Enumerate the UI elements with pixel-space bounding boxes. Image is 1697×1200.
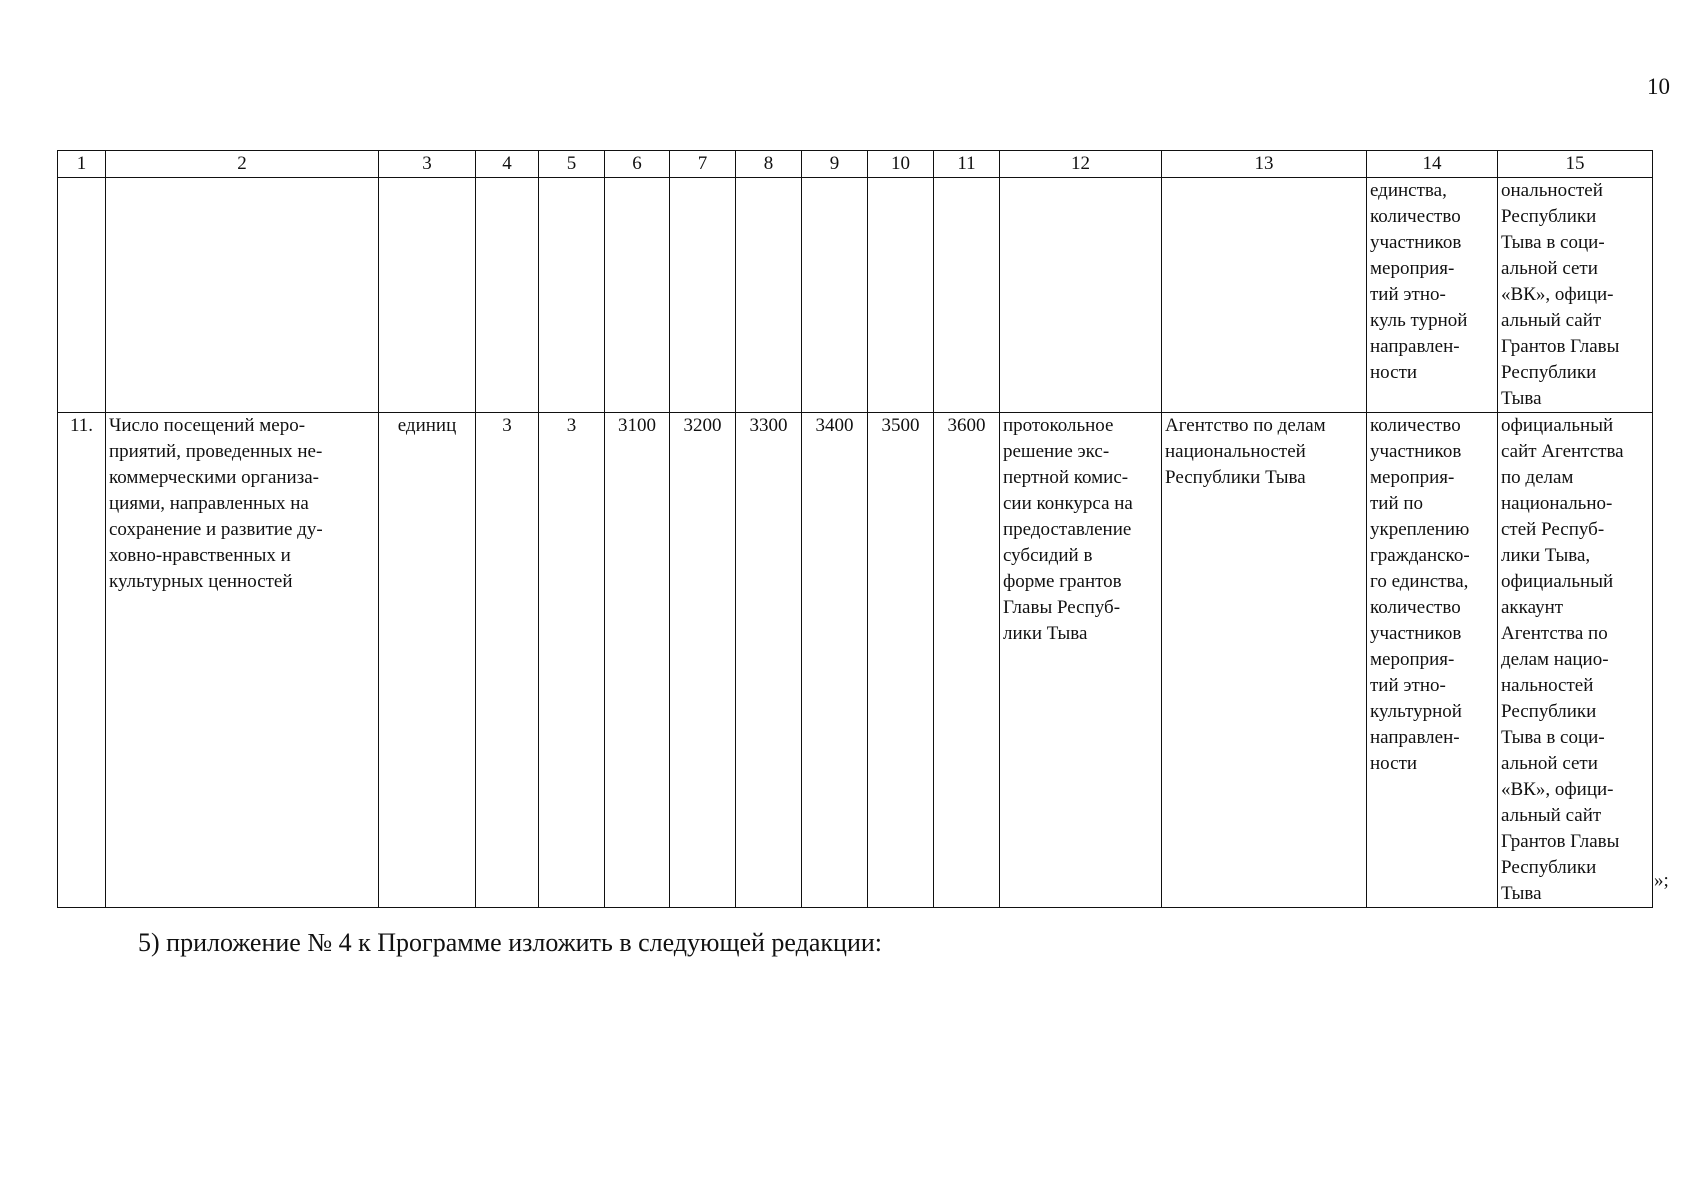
cell-line: участников [1370, 232, 1462, 253]
cell-line: Республики [1501, 857, 1597, 878]
cell-line: альной сети [1501, 258, 1598, 279]
table-header-row [58, 151, 1653, 178]
column-header: 14 [1367, 151, 1498, 178]
table-cell [1162, 178, 1367, 413]
cell-line: культурной [1370, 701, 1462, 722]
cell-line: участников [1370, 441, 1462, 462]
cell-line: направлен- [1370, 727, 1460, 748]
value-cell-7: 3200 [670, 413, 736, 908]
column-header: 1 [58, 151, 106, 178]
cell-line: протокольное [1003, 415, 1114, 436]
cell-line: тий по [1370, 493, 1424, 514]
table-cell [605, 178, 670, 413]
value-cell-5: 3 [539, 413, 605, 908]
table-cell [802, 178, 868, 413]
cell-line: ховно-нравственных и [109, 545, 291, 566]
table-row-continuation [58, 178, 1653, 413]
column-header: 11 [934, 151, 1000, 178]
cell-line: количество [1370, 415, 1461, 436]
cell-line: ности [1370, 753, 1418, 774]
cell-line: укреплению [1370, 519, 1470, 540]
cell-line: альный сайт [1501, 310, 1602, 331]
cell-line: «ВК», офици- [1501, 284, 1614, 305]
table-cell [868, 178, 934, 413]
indicator-name [106, 413, 379, 908]
cell-line: по делам [1501, 467, 1574, 488]
cell-line: альной сети [1501, 753, 1598, 774]
cell-line: «ВК», офици- [1501, 779, 1614, 800]
column-header: 15 [1498, 151, 1653, 178]
table-cell [106, 178, 379, 413]
cell-line: Тыва [1501, 883, 1542, 904]
column-header: 3 [379, 151, 476, 178]
value-cell-4: 3 [476, 413, 539, 908]
cell-line: форме грантов [1003, 571, 1122, 592]
value-cell-9: 3400 [802, 413, 868, 908]
table-cell [670, 178, 736, 413]
cell-line: Число посещений меро- [109, 415, 306, 436]
cell-line: национальностей [1165, 441, 1306, 462]
table-cell [379, 178, 476, 413]
column-header: 5 [539, 151, 605, 178]
table-cell [934, 178, 1000, 413]
cell-line: лики Тыва, [1501, 545, 1591, 566]
cell-line: Агентства по [1501, 623, 1608, 644]
cell-line: единства, [1370, 180, 1447, 201]
column-header: 7 [670, 151, 736, 178]
table-cell [736, 178, 802, 413]
cell-line: Грантов Главы [1501, 336, 1620, 357]
cell-line: Тыва в соци- [1501, 727, 1605, 748]
cell-line: официальный [1501, 415, 1614, 436]
table-cell [476, 178, 539, 413]
indicators-table [57, 150, 1653, 908]
cell-line: го единства, [1370, 571, 1469, 592]
cell-line: сии конкурса на [1003, 493, 1133, 514]
table-row-11 [58, 413, 1653, 908]
cell-line: пертной комис- [1003, 467, 1129, 488]
cell-line: нальностей [1501, 675, 1594, 696]
table-cell-col14 [1367, 413, 1498, 908]
row-number: 11. [58, 413, 106, 908]
unit-cell: единиц [379, 413, 476, 908]
cell-line: предоставление [1003, 519, 1132, 540]
cell-line: официальный [1501, 571, 1614, 592]
column-header: 12 [1000, 151, 1162, 178]
cell-line: лики Тыва [1003, 623, 1088, 644]
cell-line: Тыва [1501, 388, 1542, 409]
cell-line: Агентство по делам [1165, 415, 1326, 436]
cell-line: сайт Агентства [1501, 441, 1624, 462]
page-number: 10 [1647, 74, 1670, 99]
cell-line: Главы Респуб- [1003, 597, 1121, 618]
column-header: 8 [736, 151, 802, 178]
column-header: 9 [802, 151, 868, 178]
cell-line: циями, направленных на [109, 493, 309, 514]
cell-line: коммерческими организа- [109, 467, 319, 488]
cell-line: ональностей [1501, 180, 1603, 201]
cell-line: приятий, проведенных не- [109, 441, 323, 462]
cell-line: количество [1370, 206, 1461, 227]
cell-line: национально- [1501, 493, 1613, 514]
table-cell [539, 178, 605, 413]
table-cell-col14 [1367, 178, 1498, 413]
source-cell [1000, 413, 1162, 908]
table-cell [1000, 178, 1162, 413]
closing-quote: »; [1654, 870, 1669, 891]
cell-line: куль турной [1370, 310, 1468, 331]
column-header: 13 [1162, 151, 1367, 178]
column-header: 4 [476, 151, 539, 178]
cell-line: делам нацио- [1501, 649, 1609, 670]
cell-line: решение экс- [1003, 441, 1110, 462]
column-header: 10 [868, 151, 934, 178]
cell-line: мероприя- [1370, 649, 1455, 670]
value-cell-11: 3600 [934, 413, 1000, 908]
cell-line: тий этно- [1370, 675, 1446, 696]
table-cell-col15 [1498, 178, 1653, 413]
cell-line: направлен- [1370, 336, 1460, 357]
table-cell-col15 [1498, 413, 1653, 908]
cell-line: стей Респуб- [1501, 519, 1605, 540]
table-cell [58, 178, 106, 413]
cell-line: гражданско- [1370, 545, 1470, 566]
cell-line: Грантов Главы [1501, 831, 1620, 852]
value-cell-6: 3100 [605, 413, 670, 908]
cell-line: тий этно- [1370, 284, 1446, 305]
cell-line: ности [1370, 362, 1418, 383]
cell-line: Республики [1501, 362, 1597, 383]
cell-line: мероприя- [1370, 467, 1455, 488]
cell-line: аккаунт [1501, 597, 1564, 618]
cell-line: Республики Тыва [1165, 467, 1306, 488]
cell-line: Республики [1501, 206, 1597, 227]
column-header: 6 [605, 151, 670, 178]
cell-line: Тыва в соци- [1501, 232, 1605, 253]
value-cell-10: 3500 [868, 413, 934, 908]
cell-line: альный сайт [1501, 805, 1602, 826]
value-cell-8: 3300 [736, 413, 802, 908]
responsible-cell [1162, 413, 1367, 908]
column-header: 2 [106, 151, 379, 178]
cell-line: Республики [1501, 701, 1597, 722]
cell-line: участников [1370, 623, 1462, 644]
cell-line: субсидий в [1003, 545, 1093, 566]
instruction-text: 5) приложение № 4 к Программе изложить в следующей редакции: [138, 928, 882, 957]
cell-line: мероприя- [1370, 258, 1455, 279]
cell-line: культурных ценностей [109, 571, 293, 592]
cell-line: количество [1370, 597, 1461, 618]
cell-line: сохранение и развитие ду- [109, 519, 323, 540]
